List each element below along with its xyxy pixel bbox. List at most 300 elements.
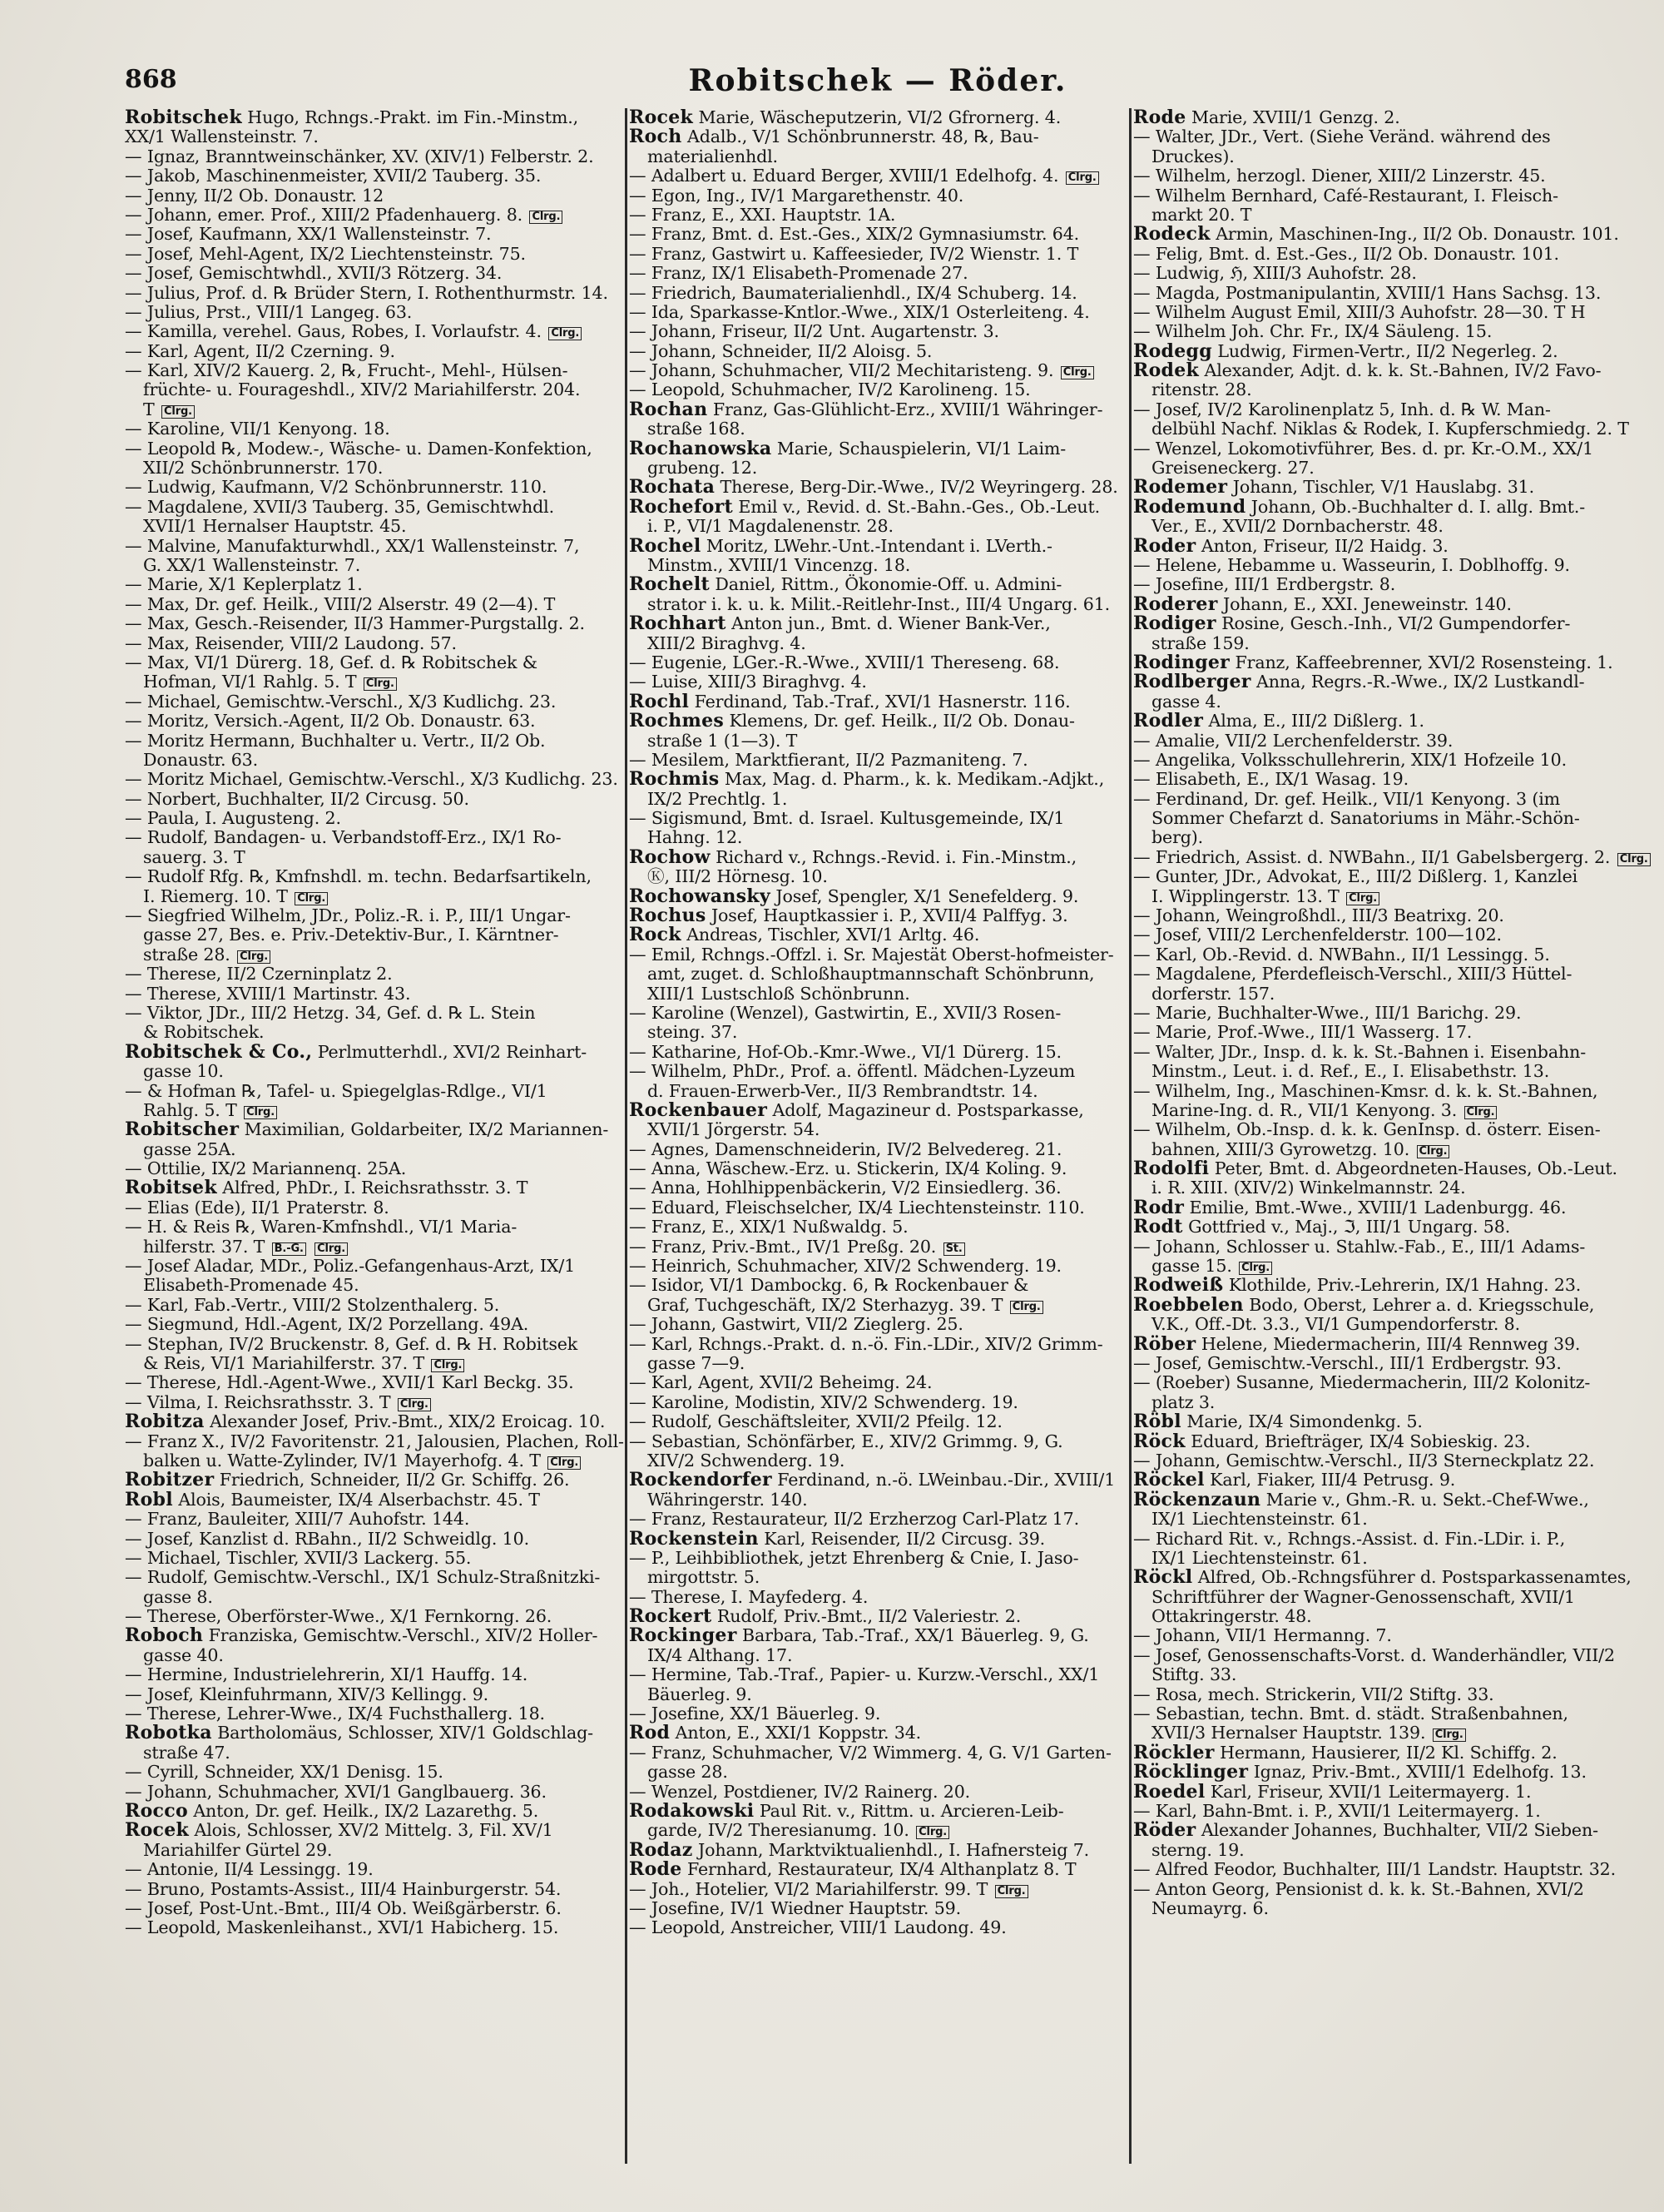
entry-line [629, 1451, 1127, 1471]
entry-heading-line [1133, 1763, 1631, 1782]
surname: Rodolfi [1133, 1158, 1210, 1180]
surname: Rochhart [629, 613, 726, 635]
surname: Rode [629, 1858, 682, 1881]
boxed-abbreviation: Clrg. [1239, 1262, 1272, 1275]
entry-heading-line [629, 1607, 1127, 1626]
entry-line [125, 1665, 622, 1684]
entry-text: Max, Mag. d. Pharm., k. k. Medikam.-Adjkt., [724, 769, 1105, 790]
entry-text: — Johann, Schlosser u. Stahlw.-Fab., E., III/1 Adams- [1133, 1236, 1586, 1257]
entry-heading-line [629, 1838, 1127, 1861]
entry-text: XIV/2 Schwenderg. 19. [647, 1450, 845, 1471]
entry-text: — Emil, Rchngs.-Offzl. i. Sr. Majestät Oberst-hofmeister- [629, 944, 1114, 965]
entry-text: Klemens, Dr. gef. Heilk., II/2 Ob. Donau- [729, 711, 1075, 732]
boxed-abbreviation: St. [943, 1242, 965, 1256]
surname: Rodemer [1133, 476, 1228, 498]
entry-line [629, 1763, 1127, 1782]
entry-text: — Egon, Ing., IV/1 Margarethenstr. 40. [629, 185, 964, 206]
entry-text: — Franz X., IV/2 Favoritenstr. 21, Jalousien, Plachen, Roll- [125, 1431, 624, 1451]
entry-text: Alois, Schlosser, XV/2 Mittelg. 3, Fil. XV/1 [194, 1820, 553, 1841]
entry-text: — Karoline, VII/1 Kenyong. 18. [125, 419, 390, 439]
surname: Rockendorfer [629, 1469, 772, 1491]
entry-text: Gottfried v., Maj., ℑ, III/1 Ungarg. 58. [1188, 1217, 1511, 1237]
entry-line [629, 264, 1127, 283]
entry-text: — Johann, Gemischtw.-Verschl., II/3 Sterneckplatz 22. [1133, 1450, 1595, 1471]
entry-line [125, 1432, 622, 1451]
entry-line [629, 1821, 1127, 1840]
surname: Rockert [629, 1605, 712, 1628]
running-head: Robitschek — Röder. [688, 63, 1067, 98]
entry-text: — Wilhelm Joh. Chr. Fr., IX/4 Säuleng. 15. [1133, 321, 1493, 342]
entry-line [125, 1140, 622, 1159]
entry-text: XIII/2 Biraghvg. 4. [647, 632, 806, 653]
entry-text: — Magda, Postmanipulantin, XVIII/1 Hans Sachsg. 13. [1133, 282, 1602, 303]
entry-line [1133, 965, 1631, 984]
entry-line [1133, 1004, 1631, 1023]
entry-text: — Max, Dr. gef. Heilk., VIII/2 Alserstr. 49 (2—4). T [125, 593, 556, 614]
entry-text: — Leopold ℞, Modew.-, Wäsche- u. Damen-Konfektion, [125, 438, 592, 459]
entry-heading-line [125, 1178, 622, 1198]
entry-line [629, 1646, 1127, 1665]
entry-text: Anna, Regrs.-R.-Wwe., IX/2 Lustkandl- [1256, 672, 1585, 692]
entry-line [125, 380, 622, 399]
entry-text: — Viktor, JDr., III/2 Hetzg. 34, Gef. d. ℞ L. Stein [125, 1002, 536, 1023]
entry-line [1133, 887, 1631, 906]
entry-line [1133, 380, 1631, 399]
surname: Rochelt [629, 573, 710, 596]
entry-line [1133, 284, 1631, 303]
entry-text: — Karl, Agent, XVII/2 Beheimg. 24. [629, 1372, 933, 1393]
entry-text: Franz, Kaffeebrenner, XVI/2 Rosensteing. 1. [1235, 652, 1613, 672]
entry-text: straße 1 (1—3). T [647, 730, 798, 751]
entry-heading-line [629, 770, 1127, 789]
entry-text: — Josef, Mehl-Agent, IX/2 Liechtensteinstr. 75. [125, 243, 526, 264]
entry-text: Hofman, VI/1 Rahlg. 5. T [143, 672, 357, 692]
boxed-abbreviation: Clrg. [1417, 1145, 1450, 1158]
entry-line [125, 186, 622, 206]
entry-text: — Vilma, I. Reichsrathsstr. 3. T [125, 1391, 391, 1412]
entry-heading-line [629, 1471, 1127, 1490]
entry-text: materialienhdl. [647, 146, 778, 166]
entry-line [1133, 459, 1631, 478]
surname: Rodeck [1133, 223, 1211, 246]
entry-line [629, 1549, 1127, 1568]
surname: Robitschek [125, 107, 242, 128]
entry-line [629, 225, 1127, 244]
entry-text: — Karl, Fab.-Vertr., VIII/2 Stolzenthalerg. 5. [125, 1294, 500, 1315]
entry-heading-line [1133, 1198, 1631, 1218]
entry-line [1133, 1880, 1631, 1899]
entry-line [125, 906, 622, 925]
entry-line [1133, 692, 1631, 712]
entry-text: — Richard Rit. v., Rchngs.-Assist. d. Fin.-LDir. i. P., [1133, 1528, 1566, 1549]
entry-line [125, 342, 622, 361]
entry-text: — Siegfried Wilhelm, JDr., Poliz.-R. i. P., III/1 Ungar- [125, 905, 571, 926]
entry-heading-line [1133, 1568, 1631, 1587]
entry-text: — Wilhelm, herzogl. Diener, XIII/2 Linzerstr. 45. [1133, 166, 1546, 186]
entry-line [1133, 751, 1631, 770]
entry-line [125, 770, 622, 789]
entry-line [1133, 127, 1631, 146]
entry-line [629, 1510, 1127, 1529]
surname: Röck [1133, 1430, 1186, 1452]
entry-heading-line [629, 400, 1127, 419]
entry-heading-line [1133, 1743, 1631, 1763]
entry-line [629, 245, 1127, 264]
surname: Rod [629, 1722, 671, 1744]
entry-text: — Josef, IV/2 Karolinenplatz 5, Inh. d. ℞ W. Man- [1133, 399, 1551, 419]
entry-text: Friedrich, Schneider, II/2 Gr. Schiffg. 26. [219, 1470, 570, 1490]
column-3 [1133, 107, 1648, 2172]
boxed-abbreviation: Clrg. [548, 327, 582, 340]
boxed-abbreviation: Clrg. [1061, 366, 1094, 379]
entry-heading-line [1133, 1490, 1631, 1510]
entry-line [1133, 1626, 1631, 1645]
entry-line [1133, 1665, 1631, 1684]
entry-line [1133, 1588, 1631, 1607]
entry-text: — Malvine, Manufakturwhdl., XX/1 Wallensteinstr. 7, [125, 535, 580, 556]
entry-line [1133, 1237, 1631, 1257]
entry-text: Graf, Tuchgeschäft, IX/2 Sterhazyg. 39. T [647, 1294, 1003, 1315]
entry-text: Anton, Friseur, II/2 Haidg. 3. [1201, 535, 1449, 556]
surname: Rodr [1133, 1196, 1185, 1218]
entry-text: — Luise, XIII/3 Biraghvg. 4. [629, 672, 867, 692]
entry-text: — Johann, Weingroßhdl., III/3 Beatrixg. 20. [1133, 905, 1504, 926]
entry-line [125, 732, 622, 751]
entry-line [629, 1023, 1127, 1042]
entry-line [1133, 1802, 1631, 1821]
directory-columns [125, 107, 1648, 2172]
entry-line [629, 1159, 1127, 1178]
entry-line [629, 419, 1127, 439]
entry-line [125, 1218, 622, 1237]
entry-text: XVII/3 Hernalser Hauptstr. 139. [1151, 1723, 1426, 1743]
entry-heading-line [1133, 478, 1631, 497]
entry-line [1133, 166, 1631, 186]
entry-line [1133, 770, 1631, 789]
entry-line [1133, 1062, 1631, 1081]
entry-text: IX/4 Althang. 17. [647, 1644, 793, 1665]
entry-text: — Karl, Agent, II/2 Czerning. 9. [125, 340, 395, 361]
entry-text: Josef, Hauptkassier i. P., XVII/4 Palffyg. 3. [711, 905, 1068, 926]
entry-text: XVII/1 Jörgerstr. 54. [647, 1119, 820, 1140]
entry-text: Adolf, Magazineur d. Postsparkasse, [772, 1099, 1084, 1120]
entry-line [1133, 1530, 1631, 1549]
boxed-abbreviation: Clrg. [1066, 171, 1099, 185]
entry-text: — Anna, Wäschew.-Erz. u. Stickerin, IX/4 Koling. 9. [629, 1158, 1067, 1179]
entry-line [1133, 439, 1631, 459]
surname: Rodegg [1133, 340, 1212, 362]
entry-line [1133, 867, 1631, 886]
entry-text: — Walter, JDr., Insp. d. k. k. St.-Bahnen i. Eisenbahn- [1133, 1041, 1586, 1062]
entry-text: T [143, 399, 155, 419]
entry-line [125, 1354, 622, 1373]
entry-line [125, 1704, 622, 1723]
entry-text: Alois, Baumeister, IX/4 Alserbachstr. 45. T [178, 1489, 540, 1510]
entry-text: — Franz, Priv.-Bmt., IV/1 Preßg. 20. [629, 1236, 937, 1257]
entry-line [629, 1237, 1127, 1257]
entry-line [1133, 1393, 1631, 1412]
entry-text: — Johann, Schuhmacher, XVI/1 Ganglbauerg. 36. [125, 1781, 547, 1802]
entry-text: XII/2 Schönbrunnerstr. 170. [143, 458, 384, 479]
boxed-abbreviation: Clrg. [161, 405, 195, 419]
boxed-abbreviation: Clrg. [1346, 892, 1379, 905]
surname: Röckler [1133, 1741, 1215, 1763]
entry-line [125, 225, 622, 244]
entry-text: — Max, Gesch.-Reisender, II/3 Hammer-Purgstallg. 2. [125, 613, 585, 634]
surname: Röckl [1133, 1566, 1193, 1589]
entry-line [629, 672, 1127, 692]
entry-heading-line [1133, 1276, 1631, 1295]
entry-line [125, 887, 622, 906]
entry-line [1133, 1723, 1631, 1743]
entry-heading-line [125, 1799, 622, 1822]
entry-text: XX/1 Wallensteinstr. 7. [125, 126, 319, 147]
surname: Roch [629, 126, 682, 148]
entry-text: — Rudolf, Geschäftsleiter, XVII/2 Pfeilg. 12. [629, 1411, 1003, 1432]
entry-text: — Bruno, Postamts-Assist., III/4 Hainburgerstr. 54. [125, 1878, 562, 1899]
entry-heading-line [629, 575, 1127, 594]
entry-text: Alexander Johannes, Buchhalter, VII/2 Sieben- [1201, 1820, 1598, 1841]
surname: Roedel [1133, 1780, 1206, 1803]
entry-text: grubeng. 12. [647, 458, 758, 479]
page-header [125, 65, 1631, 107]
entry-heading-line [1133, 672, 1631, 692]
entry-line [125, 400, 622, 419]
entry-heading-line [125, 1040, 622, 1063]
entry-line [629, 1393, 1127, 1412]
surname: Rodek [1133, 360, 1200, 382]
entry-line [629, 556, 1127, 575]
entry-line [629, 945, 1127, 965]
entry-text: Marie v., Ghm.-R. u. Sekt.-Chef-Wwe., [1265, 1489, 1589, 1510]
entry-text: Rudolf, Priv.-Bmt., II/2 Valeriestr. 2. [716, 1606, 1022, 1627]
entry-text: mirgottstr. 5. [647, 1567, 760, 1588]
entry-text: IX/1 Liechtensteinstr. 61. [1151, 1547, 1368, 1568]
boxed-abbreviation: Clrg. [1464, 1106, 1498, 1119]
entry-heading-line [1133, 1432, 1631, 1451]
surname: Rodweiß [1133, 1274, 1224, 1297]
entry-text: Peter, Bmt. d. Abgeordneten-Hauses, Ob.-Leut. [1214, 1158, 1617, 1179]
entry-text: — Wilhelm, Ing., Maschinen-Kmsr. d. k. k. St.-Bahnen, [1133, 1080, 1598, 1101]
surname: Rode [1133, 107, 1186, 128]
entry-line [1133, 1510, 1631, 1529]
entry-heading-line [629, 887, 1127, 906]
column-2 [629, 108, 1127, 2172]
entry-text: — H. & Reis ℞, Waren-Kmfnshdl., VI/1 Maria- [125, 1217, 518, 1237]
surname: Rochel [629, 534, 701, 557]
entry-line [125, 245, 622, 264]
surname: Rocek [629, 107, 694, 128]
entry-line [125, 1549, 622, 1568]
entry-text: Bartholomäus, Schlosser, XIV/1 Goldschlag- [217, 1723, 593, 1743]
entry-text: — Josefine, IV/1 Wiedner Hauptstr. 59. [629, 1897, 962, 1918]
entry-line [125, 1198, 622, 1218]
entry-line [125, 459, 622, 478]
entry-text: gasse 4. [1151, 691, 1221, 712]
entry-line [629, 1062, 1127, 1081]
entry-text: — Max, VI/1 Dürerg. 18, Gef. d. ℞ Robitschek & [125, 652, 537, 672]
entry-text: berg). [1151, 827, 1204, 848]
entry-text: Armin, Maschinen-Ing., II/2 Ob. Donaustr. 101. [1216, 224, 1619, 245]
entry-line [629, 1665, 1127, 1684]
entry-heading-line [1133, 361, 1631, 380]
entry-line [125, 1588, 622, 1607]
entry-line [1133, 1607, 1631, 1626]
entry-text: Anton, Dr. gef. Heilk., IX/2 Lazarethg. 5. [193, 1800, 539, 1821]
entry-line [125, 790, 622, 809]
entry-text: Emilie, Bmt.-Wwe., XVIII/1 Ladenburgg. 46. [1189, 1197, 1567, 1218]
entry-text: — Ludwig, Kaufmann, V/2 Schönbrunnerstr. 110. [125, 477, 547, 498]
entry-text: Franz, Gas-Glühlicht-Erz., XVIII/1 Währinger- [712, 399, 1103, 419]
entry-line [1133, 1023, 1631, 1042]
entry-line [629, 809, 1127, 828]
entry-text: — Elias (Ede), II/1 Praterstr. 8. [125, 1197, 389, 1218]
entry-text: — Johann, VII/1 Hermanng. 7. [1133, 1625, 1392, 1646]
entry-text: V.K., Off.-Dt. 3.3., VI/1 Gumpendorferstr. 8. [1151, 1314, 1520, 1335]
entry-text: Johann, Marktviktualienhdl., I. Hafnersteig 7. [698, 1839, 1090, 1860]
entry-line [125, 575, 622, 594]
entry-text: Karl, Reisender, II/2 Circusg. 39. [764, 1528, 1046, 1549]
entry-text: — Josef, Kanzlist d. RBahn., II/2 Schweidlg. 10. [125, 1528, 529, 1549]
entry-text: — Johann, Gastwirt, VII/2 Zieglerg. 25. [629, 1314, 963, 1335]
entry-line [125, 537, 622, 556]
entry-heading-line [629, 439, 1127, 459]
surname: Röder [1133, 1819, 1196, 1842]
column-divider [1129, 108, 1132, 2164]
entry-text: XIII/1 Lustschloß Schönbrunn. [647, 983, 910, 1004]
boxed-abbreviation: Clrg. [314, 1242, 348, 1256]
entry-text: Bodo, Oberst, Lehrer a. d. Kriegsschule, [1249, 1294, 1595, 1315]
entry-text: — Joh., Hotelier, VI/2 Mariahilferstr. 99. T [629, 1878, 988, 1899]
entry-heading-line [629, 127, 1127, 146]
entry-text: — Kamilla, verehel. Gaus, Robes, I. Vorlaufstr. 4. [125, 321, 542, 342]
entry-text: Hermann, Hausierer, II/2 Kl. Schiffg. 2. [1220, 1742, 1558, 1763]
entry-line [629, 1704, 1127, 1723]
entry-text: — (Roeber) Susanne, Miedermacherin, III/2 Kolonitz- [1133, 1372, 1591, 1393]
surname: Rochow [629, 846, 711, 868]
entry-text: straße 159. [1151, 632, 1250, 653]
entry-line [125, 1530, 622, 1549]
entry-heading-line [629, 925, 1127, 945]
entry-text: — Josef, VIII/2 Lerchenfelderstr. 100—102. [1133, 925, 1502, 945]
column-divider [625, 108, 627, 2164]
entry-text: — Sebastian, techn. Bmt. d. städt. Straßenbahnen, [1133, 1704, 1568, 1724]
entry-line [1133, 828, 1631, 847]
entry-line [629, 1918, 1127, 1937]
entry-line [629, 380, 1127, 399]
entry-text: — Therese, Oberförster-Wwe., X/1 Fernkorng. 26. [125, 1606, 552, 1627]
entry-text: — Antonie, II/4 Lessingg. 19. [125, 1859, 374, 1880]
entry-line [125, 1315, 622, 1334]
entry-line [125, 264, 622, 283]
entry-text: i. R. XIII. (XIV/2) Winkelmannstr. 24. [1151, 1178, 1466, 1198]
entry-text: Hugo, Rchngs.-Prakt. im Fin.-Minstm., [247, 107, 578, 127]
entry-text: früchte- u. Fourageshdl., XIV/2 Mariahilferstr. 204. [143, 379, 581, 400]
entry-text: — Walter, JDr., Vert. (Siehe Veränd. während des [1133, 126, 1551, 147]
entry-line [1133, 906, 1631, 925]
entry-text: Rahlg. 5. T [143, 1099, 237, 1120]
boxed-abbreviation: Clrg. [431, 1359, 464, 1372]
surname: Rochmes [629, 710, 725, 732]
surname: Röber [1133, 1332, 1196, 1355]
entry-text: Schriftführer der Wagner-Genossenschaft, XVII/1 [1151, 1586, 1575, 1607]
entry-line [629, 459, 1127, 478]
entry-text: Therese, Berg-Dir.-Wwe., IV/2 Weyringerg. 28. [720, 477, 1118, 498]
entry-heading-line [1133, 1471, 1631, 1490]
entry-line [629, 147, 1127, 166]
boxed-abbreviation: Clrg. [244, 1106, 277, 1119]
entry-text: Alfred, PhDr., I. Reichsrathsstr. 3. T [222, 1178, 528, 1198]
entry-line [125, 1276, 622, 1295]
entry-line [125, 925, 622, 945]
entry-line [125, 517, 622, 536]
entry-line [1133, 1899, 1631, 1918]
entry-text: gasse 27, Bes. e. Priv.-Detektiv-Bur., I. Kärntner- [143, 925, 559, 945]
entry-line [125, 1783, 622, 1802]
entry-text: — Julius, Prof. d. ℞ Brüder Stern, I. Rothenthurmstr. 14. [125, 282, 608, 303]
entry-heading-line [1133, 342, 1631, 361]
entry-text: Perlmutterhdl., XVI/2 Reinhart- [317, 1041, 587, 1062]
entry-text: Neumayrg. 6. [1151, 1897, 1269, 1918]
entry-text: — Wenzel, Postdiener, IV/2 Rainerg. 20. [629, 1781, 971, 1802]
entry-line [1133, 419, 1631, 439]
entry-line [1133, 1549, 1631, 1568]
entry-line [125, 1159, 622, 1178]
entry-text: Bäuerleg. 9. [647, 1684, 752, 1704]
entry-text: Karl, Fiaker, III/4 Petrusg. 9. [1210, 1470, 1456, 1490]
entry-line [629, 1899, 1127, 1918]
entry-line [1133, 634, 1631, 653]
entry-text: — Ida, Sparkasse-Kntlor.-Wwe., XIX/1 Osterleiteng. 4. [629, 301, 1090, 322]
entry-text: — Franz, Gastwirt u. Kaffeesieder, IV/2 Wienstr. 1. T [629, 243, 1079, 264]
boxed-abbreviation: Clrg. [398, 1398, 431, 1411]
boxed-abbreviation: Clrg. [295, 892, 328, 905]
entry-heading-line [1133, 1821, 1631, 1840]
entry-text: — Magdalene, Pferdefleisch-Verschl., XIII/3 Hüttel- [1133, 964, 1572, 984]
entry-text: Ⓚ, III/2 Hörnesg. 10. [647, 866, 828, 887]
surname: Robitscher [125, 1118, 240, 1141]
entry-heading-line [1133, 1218, 1631, 1237]
entry-text: — Michael, Gemischtw.-Verschl., X/3 Kudlichg. 23. [125, 691, 557, 712]
entry-text: Mariahilfer Gürtel 29. [143, 1839, 333, 1860]
entry-text: — Moritz Michael, Gemischtw.-Verschl., X/3 Kudlichg. 23. [125, 769, 618, 790]
entry-heading-line [629, 848, 1127, 867]
entry-line [125, 1841, 622, 1860]
entry-line [125, 1685, 622, 1704]
entry-line [629, 1685, 1127, 1704]
entry-line [125, 439, 622, 459]
entry-text: Greiseneckerg. 27. [1151, 458, 1315, 479]
entry-text: — Leopold, Anstreicher, VIII/1 Laudong. 49. [629, 1917, 1007, 1938]
entry-line [125, 284, 622, 303]
entry-heading-line [1133, 614, 1631, 633]
entry-text: platz 3. [1151, 1391, 1216, 1412]
entry-text: — Josef, Kaufmann, XX/1 Wallensteinstr. 7. [125, 224, 492, 245]
entry-line [125, 1335, 622, 1354]
entry-text: Anton jun., Bmt. d. Wiener Bank-Ver., [731, 613, 1051, 634]
entry-text: balken u. Watte-Zylinder, IV/1 Mayerhofg. 4. T [143, 1450, 541, 1471]
entry-text: Paul Rit. v., Rittm. u. Arcieren-Leib- [759, 1800, 1064, 1821]
entry-heading-line [1133, 108, 1631, 127]
entry-text: — Franz, Bmt. d. Est.-Ges., XIX/2 Gymnasiumstr. 64. [629, 224, 1080, 245]
entry-text: — Marie, Prof.-Wwe., III/1 Wasserg. 17. [1133, 1022, 1473, 1043]
entry-heading-line [1133, 534, 1631, 557]
entry-line [125, 634, 622, 653]
entry-text: Karl, Friseur, XVII/1 Leitermayerg. 1. [1210, 1781, 1532, 1802]
entry-heading-line [1133, 495, 1631, 518]
surname: Rocco [125, 1799, 188, 1822]
entry-text: Währingerstr. 140. [647, 1489, 808, 1510]
